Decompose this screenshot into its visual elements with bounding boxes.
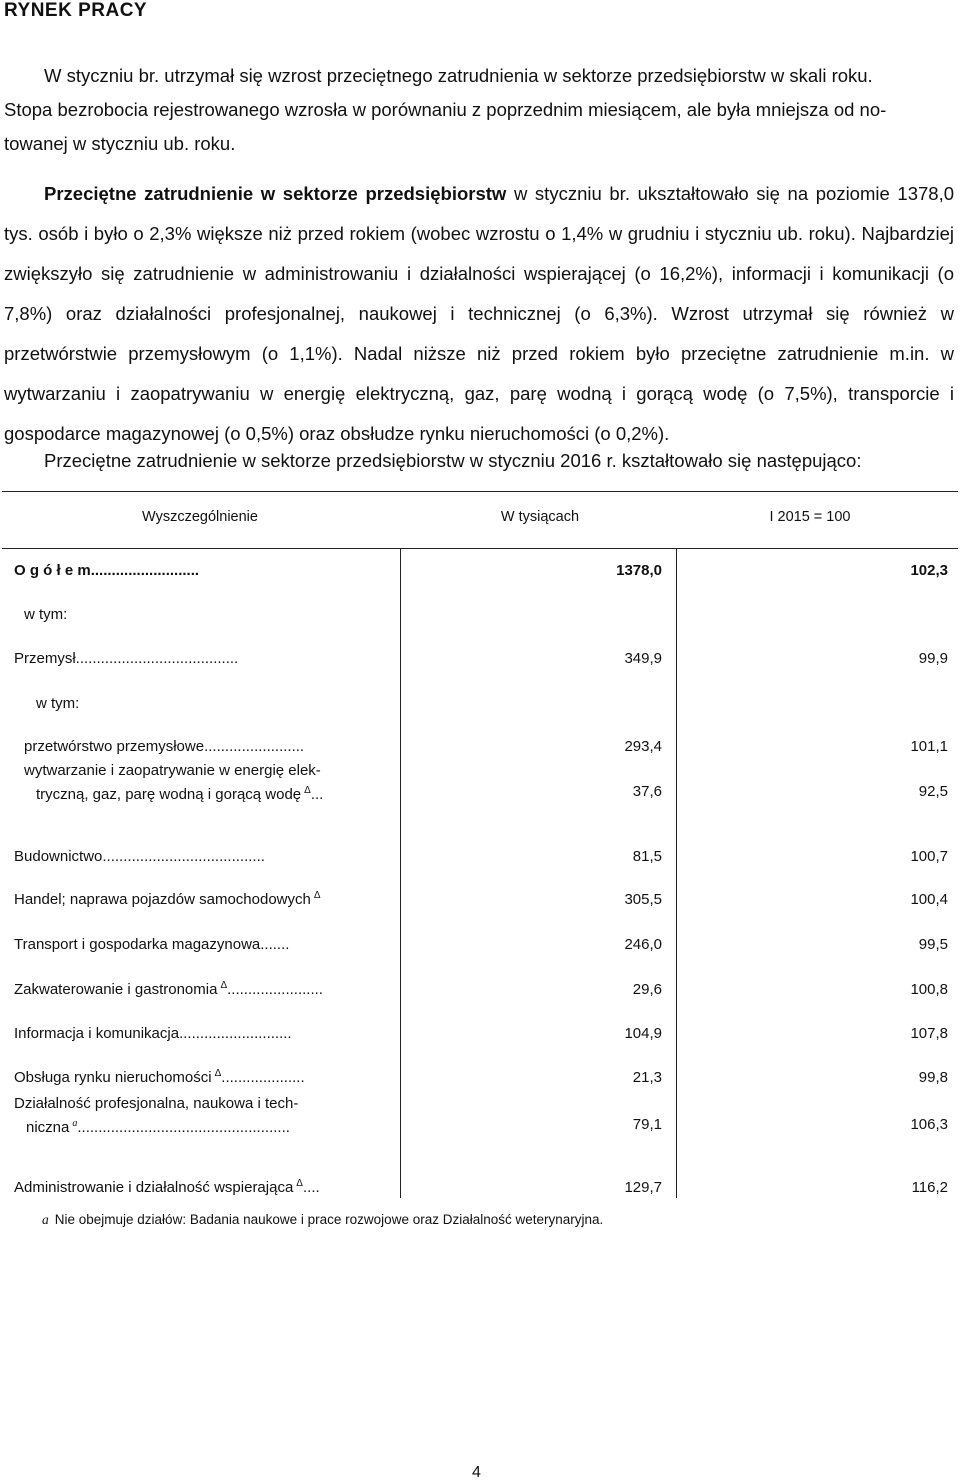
table-top-rule: [2, 491, 958, 492]
row-label: [14, 1179, 320, 1196]
leader-dots: ...........................: [179, 1025, 292, 1042]
footnote-mark: Δ: [304, 785, 311, 796]
value-index: 100,4: [910, 891, 948, 908]
intro-line-1: W styczniu br. utrzymał się wzrost przeciętnego zatrudnienia w sektorze przedsiębiorstw w skali roku.: [44, 65, 873, 86]
header-index: I 2015 = 100: [769, 509, 851, 525]
employment-text: w styczniu br. ukształtowało się na poziomie 1378,0 tys. osób i było o 2,3% większe niż przed rokiem (wobec wzrostu o 1,4% w grudniu i styczniu ub. roku). Najbardziej zwiększyło się zatrudnienie w administrowaniu i działalności wspierającej (o 16,2%), informacji i komunikacji (o 7,8%) oraz działalności profesjonalnej, naukowej i technicznej (o 6,3%). Wzrost utrzymał się również w przetwórstwie przemysłowym (o 1,1%). Nadal niższe niż przed rokiem było przeciętne zatrudnienie m.in. w wytwarzaniu i zaopatrywaniu w energię elektryczną, gaz, parę wodną i gorącą wodę (o 7,5%), transporcie i gospodarce magazynowej (o 0,5%) oraz obsłudze rynku nieruchomości (o 0,2%).: [4, 183, 954, 444]
row-label: [14, 1092, 298, 1142]
value-thousands: 37,6: [632, 783, 662, 800]
value-thousands: 129,7: [624, 1179, 662, 1196]
row-label-text: przetwórstwo przemysłowe: [24, 738, 205, 755]
value-index: 102,3: [910, 562, 948, 579]
row-label-text: w tym:: [24, 606, 68, 623]
employment-paragraph: [4, 174, 954, 454]
row-label: [36, 695, 79, 712]
page-number: 4: [472, 1464, 481, 1481]
row-label-line1: wytwarzanie i zaopatrywanie w energię elek-: [24, 762, 321, 779]
header-thousands: W tysiącach: [500, 509, 580, 525]
row-label: [14, 1069, 305, 1086]
value-index: 99,8: [918, 1069, 948, 1086]
row-label-text: O g ó ł e m: [14, 562, 91, 579]
row-label-line2: tryczną, gaz, parę wodną i gorącą wodę: [36, 786, 302, 803]
leader-dots: .......: [260, 936, 290, 953]
value-index: 106,3: [910, 1116, 948, 1133]
row-label-text: Obsługa rynku nieruchomości: [14, 1069, 212, 1086]
footnote-mark: a: [72, 1118, 78, 1129]
value-index: 99,5: [918, 936, 948, 953]
row-label: [14, 562, 199, 579]
row-label-text: Zakwaterowanie i gastronomia: [14, 981, 218, 998]
row-label-text: w tym:: [36, 695, 80, 712]
table-intro: Przeciętne zatrudnienie w sektorze przedsiębiorstw w styczniu 2016 r. kształtowało się następująco:: [44, 450, 862, 471]
intro-line-3: towanej w styczniu ub. roku.: [4, 133, 236, 154]
value-thousands: 293,4: [624, 738, 662, 755]
value-thousands: 349,9: [624, 650, 662, 667]
row-label-text: Transport i gospodarka magazynowa: [14, 936, 261, 953]
footnote-mark: Δ: [214, 1068, 222, 1079]
row-label-text: Administrowanie i działalność wspierająca: [14, 1179, 294, 1196]
value-index: 101,1: [910, 738, 948, 755]
leader-dots: .......................: [227, 981, 323, 998]
table-header-rule: [2, 548, 958, 549]
leader-dots: ....: [302, 1179, 320, 1196]
value-thousands: 246,0: [624, 936, 662, 953]
leader-dots: ..........................: [90, 562, 200, 579]
row-label-text: Budownictwo: [14, 848, 103, 865]
row-label: [14, 650, 238, 667]
header-label: Wyszczególnienie: [142, 509, 258, 525]
value-index: 100,8: [910, 981, 948, 998]
value-thousands: 79,1: [632, 1116, 662, 1133]
row-label-line1: Działalność profesjonalna, naukowa i tech-: [14, 1095, 299, 1112]
intro-line-2: Stopa bezrobocia rejestrowanego wzrosła w porównaniu z poprzednim miesiącem, ale była mniejsza od no-: [4, 99, 887, 120]
row-label: [24, 738, 304, 755]
value-thousands: 29,6: [632, 981, 662, 998]
column-divider: [400, 548, 401, 1198]
value-thousands: 305,5: [624, 891, 662, 908]
footnote-mark: Δ: [220, 980, 228, 991]
row-label-text: Przemysł: [14, 650, 76, 667]
row-label: [14, 936, 289, 953]
leader-dots: ...: [310, 786, 324, 803]
footnote: a Nie obejmuje działów: Badania naukowe i prace rozwojowe oraz Działalność weterynaryjna.: [42, 1212, 604, 1227]
value-index: 116,2: [911, 1179, 948, 1196]
row-label-text: Handel; naprawa pojazdów samochodowych: [14, 891, 311, 908]
value-index: 99,9: [918, 650, 948, 667]
row-label: [24, 759, 323, 809]
value-thousands: 81,5: [632, 848, 662, 865]
intro-paragraph: [4, 59, 954, 161]
leader-dots: ....................: [221, 1069, 305, 1086]
row-label: [14, 1025, 292, 1042]
row-label: [14, 848, 265, 865]
value-thousands: 104,9: [624, 1025, 662, 1042]
value-thousands: 1378,0: [616, 562, 662, 579]
value-index: 107,8: [910, 1025, 948, 1042]
row-label: [14, 981, 323, 998]
section-heading: RYNEK PRACY: [4, 0, 148, 21]
leader-dots: .......................................: [75, 650, 239, 667]
value-index: 92,5: [918, 783, 948, 800]
column-divider: [676, 548, 677, 1198]
footnote-mark: Δ: [296, 1178, 303, 1189]
value-index: 100,7: [910, 848, 948, 865]
row-label: [14, 891, 321, 908]
leader-dots: ...................................................: [77, 1119, 290, 1136]
leader-dots: .......................................: [102, 848, 265, 865]
employment-lead: Przeciętne zatrudnienie w sektorze przedsiębiorstw: [44, 183, 507, 204]
row-label: [24, 606, 67, 623]
leader-dots: ........................: [204, 738, 305, 755]
row-label-text: Informacja i komunikacja: [14, 1025, 180, 1042]
footnote-mark: Δ: [313, 890, 321, 901]
value-thousands: 21,3: [632, 1069, 662, 1086]
row-label-line2: niczna: [26, 1119, 70, 1136]
